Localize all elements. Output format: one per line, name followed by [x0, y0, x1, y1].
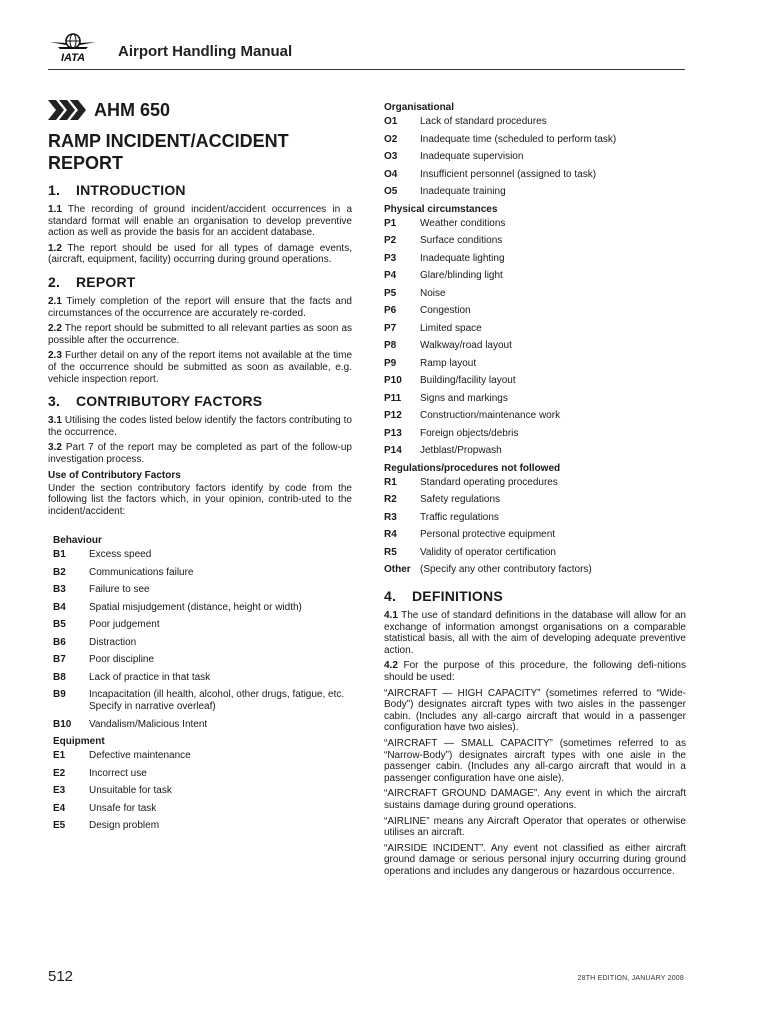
- iata-logo-icon: [48, 30, 98, 64]
- doc-code-heading: [48, 96, 352, 124]
- code-group: [384, 204, 686, 458]
- chevrons-icon: [48, 100, 86, 120]
- code-row: [384, 393, 686, 405]
- factor-code: P9: [384, 357, 397, 369]
- factor-description: Walkway/road layout: [420, 340, 512, 351]
- factor-description: Unsuitable for task: [89, 785, 172, 797]
- code-row: [384, 564, 686, 576]
- paragraph-text: “AIRCRAFT GROUND DAMAGE”. Any event in which the aircraft sustains damage during ground operations.: [384, 788, 686, 811]
- factor-description: Incorrect use: [89, 767, 147, 779]
- code-row: [53, 785, 352, 797]
- factor-description: Lack of practice in that task: [89, 671, 211, 683]
- factor-code: P6: [384, 305, 397, 316]
- paragraph-number: 4.1: [384, 610, 398, 621]
- factor-code: P5: [384, 287, 397, 299]
- use-of-factors-text: Under the section contributory factors identify by code from the following list the factors which, in your opinion, contrib-uted to the incident/accident:: [48, 482, 352, 517]
- paragraph-text: Timely completion of the report will ensure that the facts and circumstances of the occurrence are accurately re-corded.: [48, 295, 352, 319]
- factor-code: E5: [53, 820, 66, 832]
- code-row: [53, 602, 352, 614]
- factor-code: P3: [384, 252, 397, 264]
- code-row: [53, 719, 352, 731]
- factor-code: R5: [384, 546, 397, 558]
- left-column: [48, 96, 352, 838]
- code-row: [384, 186, 686, 198]
- factor-description: Distraction: [89, 636, 137, 648]
- factor-description: Limited space: [420, 322, 482, 334]
- factors-text: [48, 415, 352, 465]
- code-row: [384, 375, 686, 387]
- section-heading-report: 2. REPORT: [48, 273, 136, 290]
- paragraph-text: Further detail on any of the report items not available at the time of the occurrence should be submitted as soon as available, e.g. vehicle inspection report.: [48, 350, 352, 385]
- code-row: [53, 768, 352, 780]
- paragraph: [48, 415, 352, 438]
- code-group: [384, 463, 686, 577]
- code-row: [384, 253, 686, 265]
- code-row: [384, 305, 686, 317]
- paragraph-text: Utilising the codes listed below identify the factors contributing to the occurrence.: [48, 415, 352, 438]
- factor-code: R1: [384, 476, 397, 488]
- section-heading-definitions: 4. DEFINITIONS: [384, 588, 503, 604]
- paragraph-number: 3.2: [48, 442, 62, 454]
- factor-description: Noise: [420, 287, 446, 299]
- factor-code: P13: [384, 427, 402, 439]
- paragraph: [48, 442, 352, 465]
- factor-description: Construction/maintenance work: [420, 410, 561, 421]
- code-group: [53, 535, 352, 731]
- code-row: [384, 477, 686, 489]
- code-row: [384, 116, 686, 128]
- code-row: [53, 750, 352, 762]
- factor-description: Validity of operator certification: [420, 546, 556, 558]
- factor-description: Ramp layout: [420, 357, 477, 369]
- section-heading-introduction: 1. INTRODUCTION: [48, 182, 186, 198]
- factor-code: P14: [384, 445, 402, 456]
- factor-code: P8: [384, 340, 397, 351]
- code-row: [53, 549, 352, 561]
- factor-description: Congestion: [420, 305, 471, 316]
- right-column: [384, 98, 686, 881]
- code-row: [53, 820, 352, 832]
- factor-description: Poor judgement: [89, 619, 160, 631]
- code-row: [384, 151, 686, 163]
- factor-code: O5: [384, 186, 398, 197]
- factor-description: Weather conditions: [420, 217, 506, 229]
- code-group-title: Physical circumstances: [384, 203, 498, 215]
- factor-description: Signs and markings: [420, 392, 508, 404]
- factor-description: Lack of standard procedures: [420, 116, 547, 127]
- section-heading-contributory-factors: 3. CONTRIBUTORY FACTORS: [48, 393, 263, 410]
- factor-code: B7: [53, 654, 66, 666]
- factor-code: P12: [384, 410, 402, 421]
- factor-description: Safety regulations: [420, 494, 501, 505]
- code-group-title: Organisational: [384, 102, 455, 113]
- factor-description: Vandalism/Malicious Intent: [89, 718, 208, 730]
- paragraph-number: 4.2: [384, 660, 398, 672]
- paragraph-number: 2.3: [48, 350, 62, 362]
- factor-description: Standard operating procedures: [420, 476, 558, 488]
- factor-code: O4: [384, 168, 398, 180]
- factor-description: Defective maintenance: [89, 750, 191, 762]
- factor-code: B1: [53, 549, 66, 561]
- factor-code: P4: [384, 270, 397, 281]
- factor-code: E4: [53, 802, 66, 814]
- definitions-text: [384, 610, 686, 877]
- factor-description: Inadequate time (scheduled to perform task): [420, 133, 617, 145]
- code-row: [384, 445, 686, 457]
- paragraph-number: 2.2: [48, 323, 62, 335]
- factor-code: O2: [384, 133, 398, 145]
- use-of-factors-subheading: Use of Contributory Factors: [48, 469, 181, 481]
- paragraph-text: “AIRSIDE INCIDENT”. Any event not classified as either aircraft ground damage or serious personal injury occurring during ground operations and includes any dangerous or hazardous occurrence.: [384, 842, 686, 877]
- code-row: [384, 410, 686, 422]
- factor-description: Jetblast/Propwash: [420, 445, 502, 456]
- factor-code: P7: [384, 322, 397, 334]
- factor-description: (Specify any other contributory factors): [420, 564, 592, 575]
- code-group-title: Equipment: [53, 736, 105, 748]
- manual-title: Airport Handling Manual: [118, 43, 293, 60]
- factor-description: Unsafe for task: [89, 802, 157, 814]
- code-row: [384, 323, 686, 335]
- code-row: [384, 547, 686, 559]
- paragraph: [48, 296, 352, 319]
- code-row: [53, 619, 352, 631]
- factor-code: O3: [384, 151, 398, 162]
- factor-code: B10: [53, 718, 72, 730]
- factor-description: Incapacitation (ill health, alcohol, other drugs, fatigue, etc. Specify in narrative overleaf): [89, 689, 345, 713]
- factor-code: P10: [384, 375, 402, 386]
- paragraph-text: The report should be used for all types of damage events, (aircraft, equipment, facility) occurring during ground operations.: [48, 242, 352, 266]
- code-row: [384, 288, 686, 300]
- factor-description: Building/facility layout: [420, 375, 516, 386]
- paragraph: [48, 243, 352, 266]
- paragraph-text: Part 7 of the report may be completed as part of the follow-up investigation process.: [48, 442, 352, 465]
- paragraph: [48, 323, 352, 346]
- paragraph-text: The recording of ground incident/accident occurrences in a standard format will enable an organisation to develop preventive action as well as provide the basis for an accident database.: [48, 204, 352, 239]
- paragraph: [384, 816, 686, 839]
- paragraph-text: The use of standard definitions in the database will allow for an exchange of information amongst organisations on a comparable statistical basis, all with the aim of developing adequate preventive action.: [384, 610, 686, 656]
- code-row: [53, 584, 352, 596]
- paragraph: [384, 660, 686, 683]
- factor-description: Poor discipline: [89, 654, 155, 666]
- page-header: [48, 30, 685, 70]
- paragraph-number: 1.1: [48, 204, 62, 215]
- paragraph: [48, 350, 352, 385]
- factor-code: B5: [53, 619, 66, 631]
- code-row: [53, 803, 352, 815]
- factor-code: R2: [384, 494, 397, 505]
- paragraph: [384, 610, 686, 656]
- factor-code: B4: [53, 601, 66, 613]
- paragraph: [384, 843, 686, 878]
- code-row: [384, 218, 686, 230]
- paragraph-text: “AIRCRAFT — SMALL CAPACITY” (sometimes referred to as “Narrow-Body”) designates aircraft types with one aisle in the passenger cabin. (Includes any all-cargo aircraft that would in a passenger configuration have one aisle).: [384, 737, 686, 784]
- code-row: [53, 637, 352, 649]
- factor-description: Personal protective equipment: [420, 529, 556, 540]
- code-row: [384, 494, 686, 506]
- factor-code: O1: [384, 116, 398, 127]
- code-row: [53, 672, 352, 684]
- code-group: [53, 736, 352, 832]
- factor-description: Surface conditions: [420, 235, 503, 246]
- paragraph: [384, 738, 686, 784]
- factor-description: Insufficient personnel (assigned to task): [420, 168, 597, 180]
- code-group-title: Regulations/procedures not followed: [384, 462, 561, 474]
- code-row: [384, 235, 686, 247]
- factor-description: Design problem: [89, 820, 160, 832]
- factor-description: Foreign objects/debris: [420, 427, 519, 439]
- introduction-text: [48, 204, 352, 266]
- factor-code: R4: [384, 529, 397, 540]
- factor-description: Failure to see: [89, 584, 150, 596]
- factor-code: E2: [53, 767, 66, 779]
- code-row: [53, 689, 352, 713]
- paragraph-text: “AIRLINE” means any Aircraft Operator that operates or otherwise utilises an aircraft.: [384, 815, 686, 839]
- code-row: [384, 428, 686, 440]
- code-row: [384, 358, 686, 370]
- code-row: [384, 134, 686, 146]
- page-number: 512: [48, 968, 74, 985]
- factor-description: Glare/blinding light: [420, 270, 503, 281]
- paragraph-number: 3.1: [48, 415, 62, 427]
- left-code-list: [48, 535, 352, 832]
- paragraph-text: For the purpose of this procedure, the following defi-nitions should be used:: [384, 660, 686, 683]
- edition-label: 28TH EDITION, JANUARY 2008: [577, 975, 684, 982]
- factor-description: Inadequate lighting: [420, 252, 505, 264]
- code-row: [53, 654, 352, 666]
- paragraph: [384, 788, 686, 811]
- factor-code: Other: [384, 564, 411, 575]
- factor-code: B9: [53, 689, 66, 701]
- factor-code: P11: [384, 392, 402, 404]
- doc-code: AHM 650: [94, 99, 171, 120]
- factor-code: P2: [384, 235, 397, 246]
- code-group-title: Behaviour: [53, 535, 102, 547]
- code-row: [384, 512, 686, 524]
- doc-title: RAMP INCIDENT/ACCIDENT REPORT: [48, 131, 289, 173]
- code-row: [384, 529, 686, 541]
- factor-code: E3: [53, 785, 66, 797]
- factor-description: Communications failure: [89, 566, 194, 578]
- factor-code: E1: [53, 750, 66, 762]
- factor-code: B2: [53, 566, 66, 578]
- factor-description: Traffic regulations: [420, 511, 499, 523]
- factor-code: R3: [384, 511, 397, 523]
- paragraph-number: 2.1: [48, 295, 62, 307]
- factor-description: Excess speed: [89, 549, 152, 561]
- factor-code: P1: [384, 217, 397, 229]
- code-row: [384, 169, 686, 181]
- factor-code: B3: [53, 584, 66, 596]
- paragraph: [384, 688, 686, 734]
- factor-code: B8: [53, 671, 66, 683]
- report-text: [48, 296, 352, 385]
- factor-description: Inadequate training: [420, 186, 506, 197]
- paragraph: [48, 204, 352, 239]
- paragraph-number: 1.2: [48, 242, 62, 254]
- factor-description: Inadequate supervision: [420, 151, 524, 162]
- code-row: [384, 270, 686, 282]
- code-row: [384, 340, 686, 352]
- code-group: [384, 102, 686, 198]
- svg-text:IATA: IATA: [60, 52, 86, 64]
- right-code-list: [384, 102, 686, 576]
- paragraph-text: The report should be submitted to all relevant parties as soon as possible after the occurrence.: [48, 323, 352, 346]
- paragraph-text: “AIRCRAFT — HIGH CAPACITY” (sometimes referred to “Wide-Body”) designates aircraft types with two aisles in the passenger cabin. (Includes any all-cargo aircraft that would in a passenger configuration have two aisles).: [384, 687, 686, 734]
- factor-code: B6: [53, 636, 66, 648]
- factor-description: Spatial misjudgement (distance, height or width): [89, 601, 302, 613]
- code-row: [53, 567, 352, 579]
